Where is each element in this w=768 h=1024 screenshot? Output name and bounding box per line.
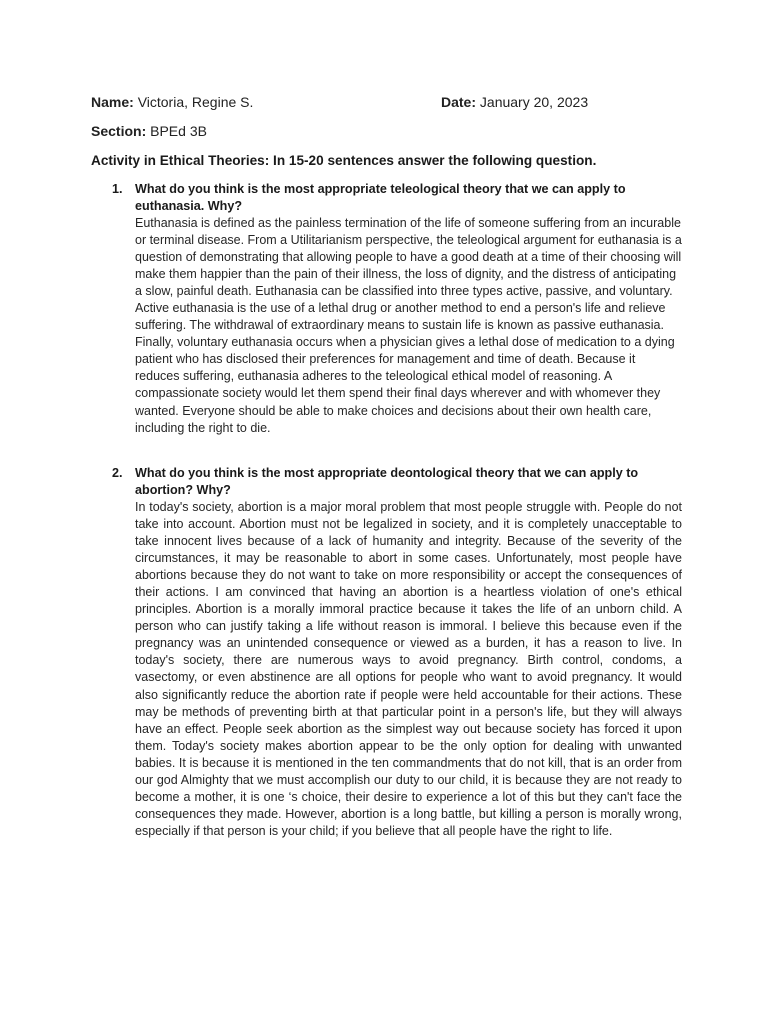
date-value: January 20, 2023 — [479, 94, 589, 110]
date-field — [441, 93, 588, 111]
date-label: Date: — [441, 94, 477, 110]
answer-text: Euthanasia is defined as the painless termination of the life of someone suffering from an incurable or terminal disease. From a Utilitarianism perspective, the teleological argument for euthanasia is a question of demonstrating that allowing people to have a good death at a time of their choosing will make them happier than the pain of their illness, the loss of dignity, and the distress of anticipating a slow, painful death. Euthanasia can be classified into three types active, passive, and voluntary. Active euthanasia is the use of a lethal drug or another method to end a person's life and relieve suffering. The withdrawal of extraordinary means to sustain life is known as passive euthanasia. Finally, voluntary euthanasia occurs when a physician gives a lethal dose of medication to a dying patient who has disclosed their preferences for management and time of death. Because it reduces suffering, euthanasia adheres to the teleological ethical model of reasoning. A compassionate society would let them spend their final days wherever and with whomever they wanted. Everyone should be able to make choices and decisions about their own health care, including the right to die. — [135, 216, 682, 435]
question-text: What do you think is the most appropriate teleological theory that we can apply to euthanasia. Why? — [135, 182, 626, 213]
activity-title: Activity in Ethical Theories: In 15-20 sentences answer the following question. — [91, 153, 597, 168]
question-number: 2. — [112, 466, 123, 480]
section-field — [91, 122, 207, 140]
name-value: Victoria, Regine S. — [137, 94, 254, 110]
section-label: Section: — [91, 123, 147, 139]
answer-text: In today's society, abortion is a major moral problem that most people struggle with. People do not take into account. Abortion must not be legalized in society, and it is completely unacceptable to take innocent lives because of a lack of humanity and integrity. Because of the severity of the circumstances, it may be reasonable to abort in some cases. Unfortunately, most people have abortions because they do not want to take on more responsibility or accept the consequences of their actions. I am convinced that having an abortion is a heartless violation of one's ethical principles. Abortion is a morally immoral practice because it takes the life of an unborn child. A person who can justify taking a life without reason is immoral. I believe this because even if the pregnancy was an unintended consequence or viewed as a burden, it has a reason to live. In today's society, there are numerous ways to avoid pregnancy. Birth control, condoms, a vasectomy, or even abstinence are all options for people who want to avoid pregnancy. It would also significantly reduce the abortion rate if people were held accountable for their actions. These may be methods of preventing birth at that particular point in a person's life, but they will always have an effect. People seek abortion as the simplest way out because society has forced it upon them. Today's society makes abortion appear to be the only option for dealing with unwanted babies. It is because it is mentioned in the ten commandments that do not kill, that is an order from our god Almighty that we must accomplish our duty to our child, it is because they are not ready to become a mother, it is one ‘s choice, their desire to experience a lot of this but they can't face the consequences they made. However, abortion is a long battle, but killing a person is morally wrong, especially if that person is your child; if you believe that all people have the right to life. — [135, 500, 682, 838]
name-label: Name: — [91, 94, 134, 110]
question-number: 1. — [112, 182, 123, 196]
name-field — [91, 93, 253, 111]
question-item-2 — [112, 465, 682, 840]
question-text: What do you think is the most appropriate deontological theory that we can apply to abortion? Why? — [135, 466, 639, 497]
section-value: BPEd 3B — [150, 123, 207, 139]
question-item-1 — [112, 181, 682, 437]
